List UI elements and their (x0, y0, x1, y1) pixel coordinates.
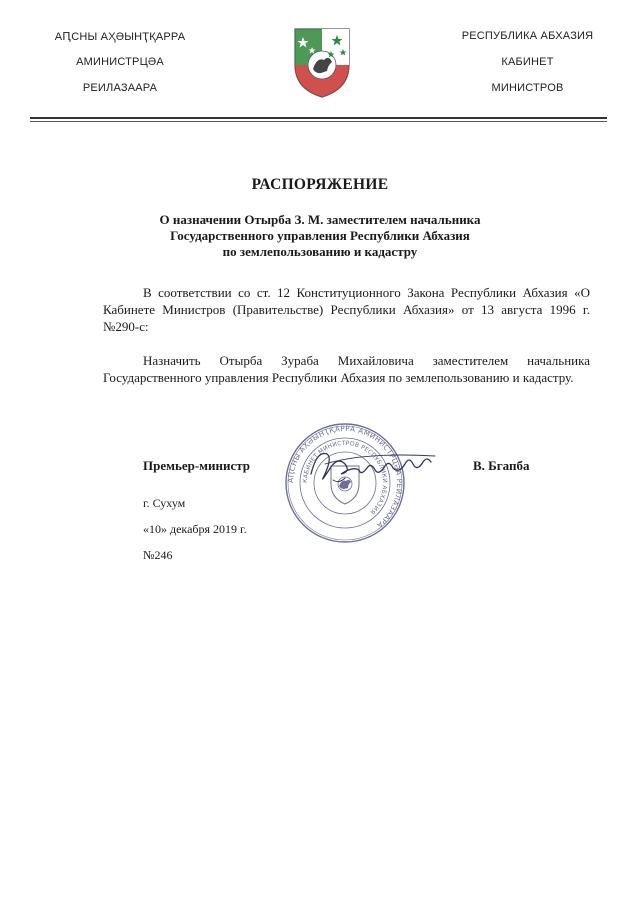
header-right-line-3: МИНИСТРОВ (491, 82, 564, 94)
document-number: №246 (143, 548, 173, 562)
header-left-line-2: АМИНИСТРЦӘА (76, 56, 164, 68)
document-subject (100, 212, 540, 260)
header-left-line-3: РЕИЛАЗААРА (82, 82, 158, 94)
document-date: «10» декабря 2019 г. (143, 522, 247, 536)
header-divider-thin (30, 121, 607, 122)
body-paragraph-order: Назначить Отырба Зураба Михайловича заместителем начальника Государственного управления Республики Абхазия по землепользованию и кадастру. (103, 353, 590, 385)
signer-name: В. Бгапба (473, 458, 530, 473)
state-emblem-icon (291, 27, 353, 99)
header-divider-thick (30, 117, 607, 119)
document-city: г. Сухум (143, 496, 186, 510)
header-right-line-1: РЕСПУБЛИКА АБХАЗИЯ (461, 30, 594, 42)
subject-line-2: Государственного управления Республики Абхазия (170, 228, 470, 243)
document-title: РАСПОРЯЖЕНИЕ (251, 176, 389, 193)
header-left-line-1: АԤСНЫ АҲӘЫНҬҚАРРА (54, 31, 186, 43)
seal-outer-text: АԤСНЫ АҲӘЫНҬҚАРРА АМИНИСТРЦӘА РЕИЛАЗААРА (285, 423, 405, 531)
body-paragraph-basis: В соответствии со ст. 12 Конституционного Закона Республики Абхазия «О Кабинете Министров (Правительстве) Республики Абхазия» от 13 августа 1996 г. №290-с: (103, 285, 590, 334)
seal-inner-text: КАБИНЕТ МИНИСТРОВ РЕСПУБЛИКИ АБХАЗИЯ (301, 439, 389, 516)
subject-line-3: по землепользованию и кадастру (222, 244, 418, 259)
handwritten-signature-icon (305, 444, 445, 486)
subject-line-1: О назначении Отырба З. М. заместителем начальника (159, 212, 481, 227)
header-right-line-2: КАБИНЕТ (501, 56, 554, 68)
signer-role: Премьер-министр (143, 458, 251, 473)
